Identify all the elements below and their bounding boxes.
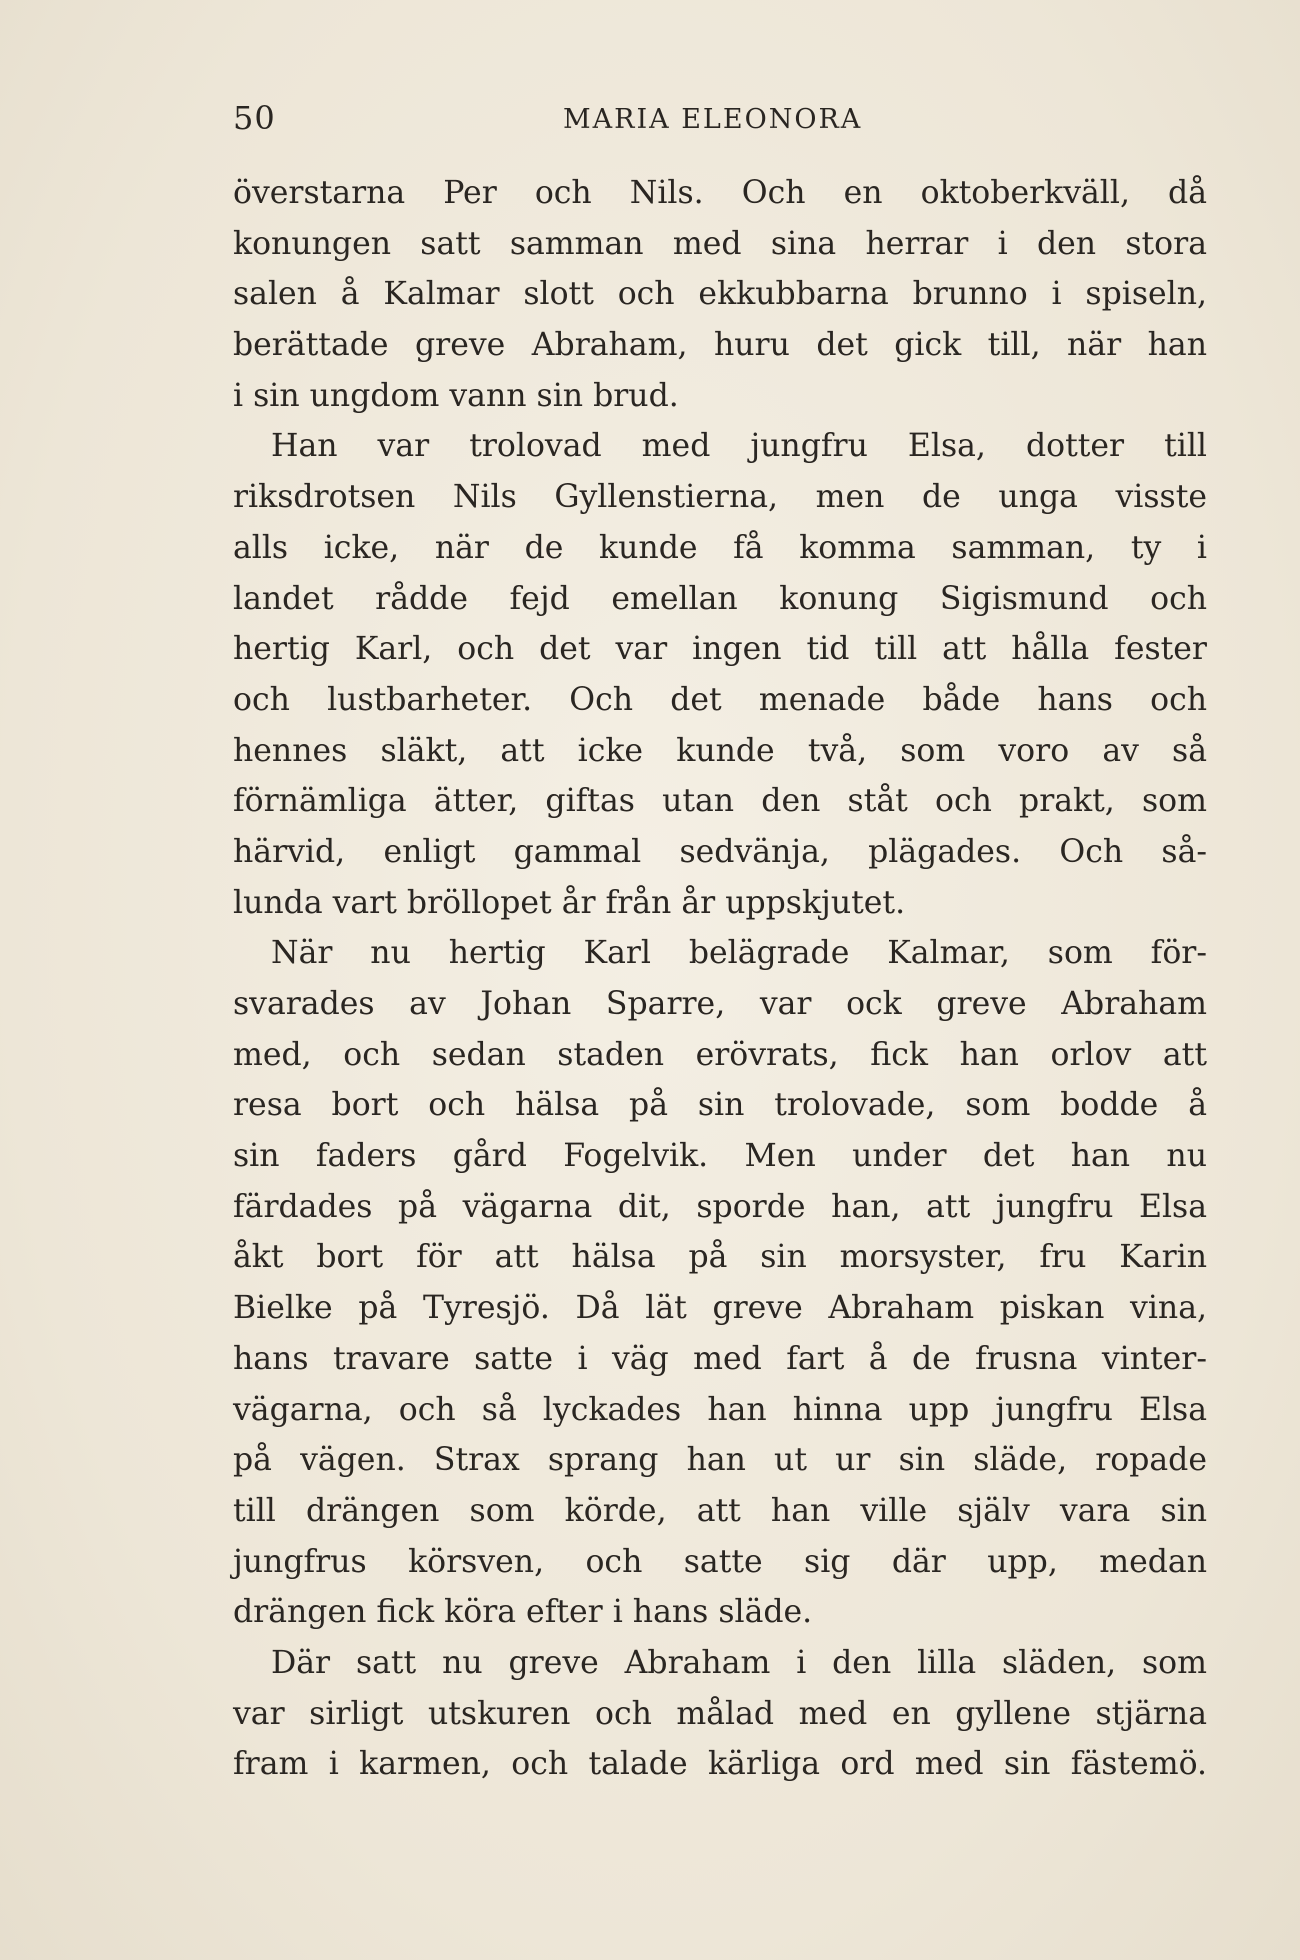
text-line: Där satt nu greve Abraham i den lilla släden, som (271, 1644, 1207, 1681)
running-title: MARIA ELEONORA (563, 104, 863, 135)
text-line: riksdrotsen Nils Gyllenstierna, men de unga visste (233, 479, 1207, 516)
text-line: landet rådde fejd emellan konung Sigismund och (233, 580, 1207, 617)
text-line: När nu hertig Karl belägrade Kalmar, som för- (271, 935, 1207, 972)
text-line: berättade greve Abraham, huru det gick till, när han (233, 327, 1207, 364)
text-line: Bielke på Tyresjö. Då lät greve Abraham piskan vina, (233, 1290, 1207, 1327)
running-head (233, 98, 1207, 138)
text-line: hennes släkt, att icke kunde två, som voro av så (233, 732, 1207, 769)
text-line: till drängen som körde, att han ville själv vara sin (233, 1492, 1207, 1529)
text-line: med, och sedan staden erövrats, fick han orlov att (233, 1036, 1207, 1073)
text-line: förnämliga ätter, giftas utan den ståt och prakt, som (233, 783, 1207, 820)
text-line: svarades av Johan Sparre, var ock greve Abraham (233, 986, 1207, 1022)
text-line: konungen satt samman med sina herrar i den stora (233, 225, 1207, 262)
text-line: hertig Karl, och det var ingen tid till att hålla fester (233, 631, 1207, 668)
text-line: vägarna, och så lyckades han hinna upp jungfru Elsa (233, 1391, 1207, 1428)
text-line: överstarna Per och Nils. Och en oktoberkväll, då (233, 175, 1207, 211)
text-line: jungfrus körsven, och satte sig där upp, medan (233, 1543, 1207, 1580)
text-line: härvid, enligt gammal sedvänja, plägades. Och så- (233, 833, 1207, 870)
text-line: i sin ungdom vann sin brud. (233, 377, 679, 414)
text-line: och lustbarheter. Och det menade både hans och (233, 681, 1207, 718)
text-line: var sirligt utskuren och målad med en gyllene stjärna (233, 1695, 1207, 1732)
text-line: Han var trolovad med jungfru Elsa, dotter till (271, 428, 1207, 465)
text-line: resa bort och hälsa på sin trolovade, som bodde å (233, 1087, 1207, 1124)
body-text (233, 168, 1207, 1790)
text-line: på vägen. Strax sprang han ut ur sin släde, ropade (233, 1442, 1207, 1479)
text-line: salen å Kalmar slott och ekkubbarna brunno i spiseln, (233, 276, 1207, 313)
text-line: hans travare satte i väg med fart å de frusna vinter- (233, 1340, 1207, 1377)
text-line: åkt bort för att hälsa på sin morsyster, fru Karin (233, 1239, 1207, 1276)
text-line: alls icke, när de kunde få komma samman, ty i (233, 529, 1207, 566)
text-line: lunda vart bröllopet år från år uppskjutet. (233, 884, 906, 921)
text-line: fram i karmen, och talade kärliga ord med sin fästemö. (233, 1746, 1207, 1783)
text-line: drängen fick köra efter i hans släde. (233, 1594, 813, 1631)
page-number: 50 (233, 99, 276, 137)
text-line: sin faders gård Fogelvik. Men under det han nu (233, 1138, 1207, 1175)
text-line: färdades på vägarna dit, sporde han, att jungfru Elsa (233, 1188, 1207, 1225)
